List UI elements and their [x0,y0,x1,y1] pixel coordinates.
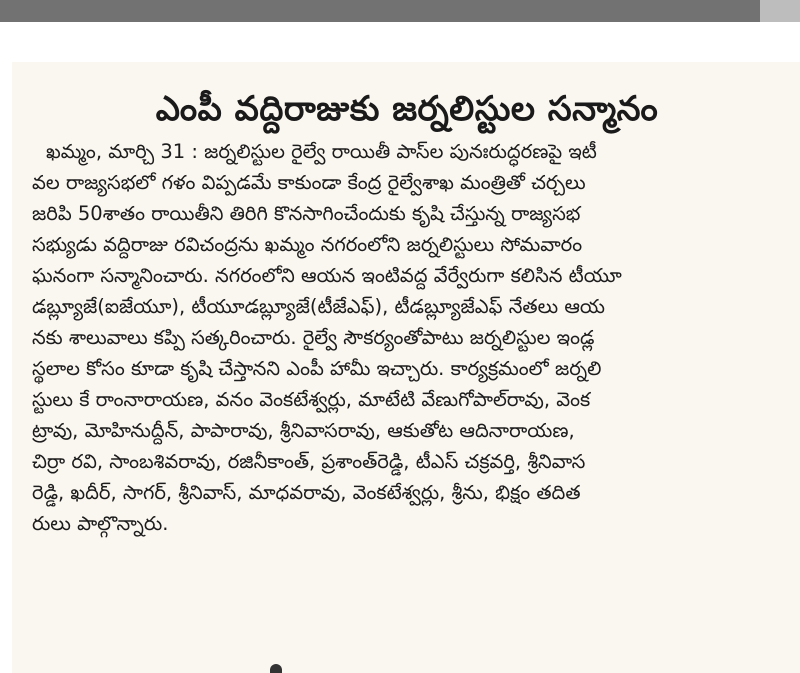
article-line: రులు పాల్గొన్నారు. [32,512,169,535]
article-line: ట్రావు, మోహినుద్దీన్, పాపారావు, శ్రీనివాసరావు, ఆకుతోట ఆదినారాయణ, [32,419,575,442]
article-body [32,136,782,539]
article-line: నకు శాలువాలు కప్పి సత్కరించారు. రైల్వే సౌకర్యంతోపాటు జర్నలిస్టుల ఇండ్ల [32,326,595,349]
article-line: రెడ్డి, ఖదీర్, సాగర్, శ్రీనివాస్, మాధవరావు, వెంకటేశ్వర్లు, శ్రీను, భిక్షం తదిత [32,481,581,504]
article-line: డబ్ల్యూజే(ఐజేయూ), టీయూడబ్ల్యూజే(టీజేఎఫ్), టీడబ్ల్యూజేఎఫ్ నేతలు ఆయ [32,295,606,318]
article-line: ఘనంగా సన్మానించారు. నగరంలోని ఆయన ఇంటివద్ద వేర్వేరుగా కలిసిన టీయూ [32,264,622,287]
article-line: ఖమ్మం, మార్చి 31 : జర్నలిస్టుల రైల్వే రాయితీ పాస్‌ల పునఃరుద్ధరణపై ఇటీ [46,140,597,163]
article-line: జరిపి 50శాతం రాయితీని తిరిగి కొనసాగించేందుకు కృషి చేస్తున్న రాజ్యసభ [32,202,581,225]
article-line: స్టులు కే రాంనారాయణ, వనం వెంకటేశ్వర్లు, మాటేటి వేణుగోపాల్‌రావు, వెంక [32,388,591,411]
news-clipping [12,62,800,673]
top-banner-bar [0,0,800,22]
article-line: వల రాజ్యసభలో గళం విప్పడమే కాకుండా కేంద్ర రైల్వేశాఖ మంత్రితో చర్చలు [32,171,586,194]
page-margin [0,22,800,62]
article-line: సభ్యుడు వద్దిరాజు రవిచంద్రను ఖమ్మం నగరంలోని జర్నలిస్టులు సోమవారం [32,233,583,256]
top-banner-bar-edge [760,0,800,22]
cropped-glyph-mark [270,664,282,673]
article-line: స్థలాల కోసం కూడా కృషి చేస్తానని ఎంపీ హామీ ఇచ్చారు. కార్యక్రమంలో జర్నలి [32,357,602,380]
article-headline: ఎంపీ వద్దిరాజుకు జర్నలిస్టుల సన్మానం [155,89,659,129]
article-line: చిర్రా రవి, సాంబశివరావు, రజినీకాంత్, ప్రశాంత్‌రెడ్డి, టీఎస్ చక్రవర్తి, శ్రీనివాస [32,450,586,473]
